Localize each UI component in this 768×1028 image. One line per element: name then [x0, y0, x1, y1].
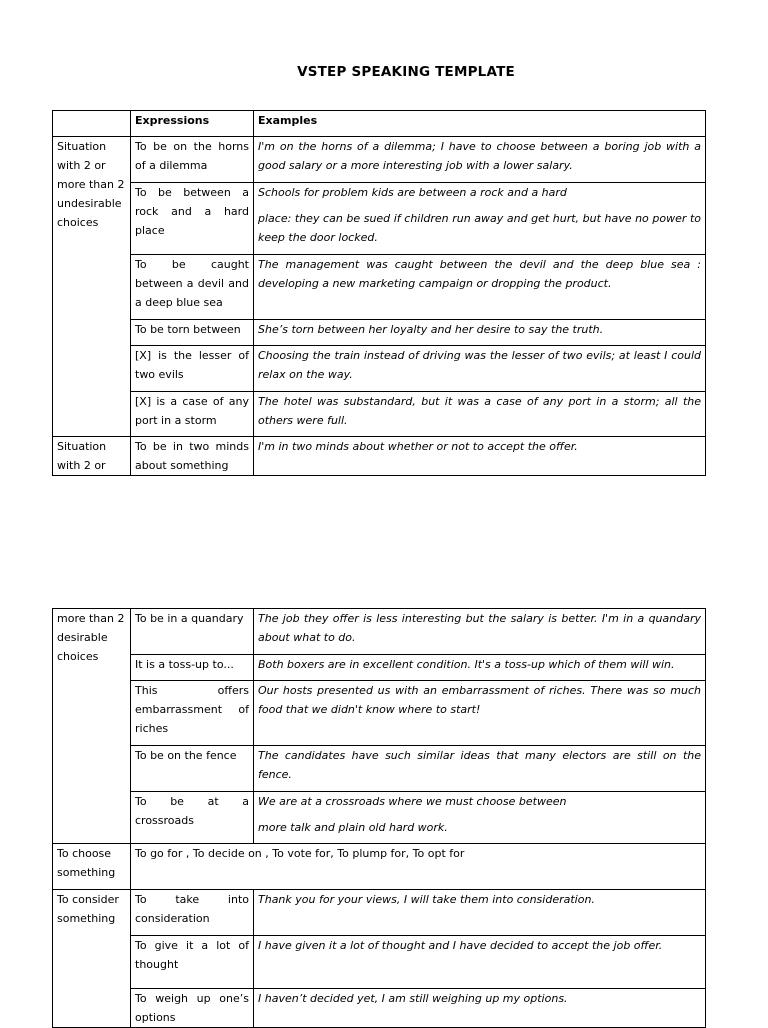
situation-cell: Situation with 2 or more than 2 undesirable choices [53, 137, 131, 437]
header-situation [53, 111, 131, 137]
table-row [53, 255, 706, 320]
table-row [53, 681, 706, 746]
example-cell: She’s torn between her loyalty and her desire to say the truth. [254, 320, 706, 346]
example-cell: The management was caught between the devil and the deep blue sea : developing a new marketing campaign or dropping the product. [254, 255, 706, 320]
header-expressions: Expressions [131, 111, 254, 137]
example-cell: The hotel was substandard, but it was a case of any port in a storm; all the others were full. [254, 392, 706, 437]
example-cell: I'm in two minds about whether or not to accept the offer. [254, 437, 706, 476]
merged-expressions-cell: To go for , To decide on , To vote for, To plump for, To opt for [131, 844, 706, 890]
page-title: VSTEP SPEAKING TEMPLATE [297, 64, 515, 80]
expression-cell: It is a toss-up to... [131, 655, 254, 681]
table-row [53, 137, 706, 183]
example-cell: I'm on the horns of a dilemma; I have to choose between a boring job with a good salary or a more interesting job with a lower salary. [254, 137, 706, 183]
expression-cell: To be caught between a devil and a deep blue sea [131, 255, 254, 320]
expression-cell: To take into consideration [131, 890, 254, 936]
expression-cell: To be torn between [131, 320, 254, 346]
expression-cell: To be in two minds about something [131, 437, 254, 476]
example-cell: Thank you for your views, I will take them into consideration. [254, 890, 706, 936]
example-cell: The candidates have such similar ideas that many electors are still on the fence. [254, 746, 706, 792]
example-cell: I have given it a lot of thought and I have decided to accept the job offer. [254, 936, 706, 989]
expression-cell: [X] is the lesser of two evils [131, 346, 254, 392]
situation-cell: more than 2 desirable choices [53, 609, 131, 844]
situation-cell: Situation with 2 or [53, 437, 131, 476]
expression-cell: To give it a lot of thought [131, 936, 254, 989]
table-row [53, 936, 706, 989]
example-cell: Both boxers are in excellent condition. It's a toss-up which of them will win. [254, 655, 706, 681]
example-line: more talk and plain old hard work. [258, 821, 448, 834]
table-row [53, 609, 706, 655]
expression-cell: To weigh up one’s options [131, 989, 254, 1028]
table-row [53, 320, 706, 346]
table-row [53, 392, 706, 437]
table-row [53, 183, 706, 255]
example-cell: The job they offer is less interesting but the salary is better. I'm in a quandary about what to do. [254, 609, 706, 655]
expressions-table-part-1 [52, 110, 706, 476]
example-cell [254, 183, 706, 255]
expression-cell: To be on the fence [131, 746, 254, 792]
example-line: We are at a crossroads where we must choose between [258, 795, 567, 808]
expressions-table-part-2 [52, 608, 706, 1028]
situation-cell: To choose something [53, 844, 131, 890]
table-row [53, 989, 706, 1028]
example-line: Schools for problem kids are between a rock and a hard [258, 186, 567, 199]
expression-cell: [X] is a case of any port in a storm [131, 392, 254, 437]
expression-cell: To be in a quandary [131, 609, 254, 655]
header-examples: Examples [254, 111, 706, 137]
table-row [53, 655, 706, 681]
table-row [53, 890, 706, 936]
expression-cell: To be on the horns of a dilemma [131, 137, 254, 183]
table-row [53, 792, 706, 844]
expression-cell: To be at a crossroads [131, 792, 254, 844]
example-cell [254, 792, 706, 844]
example-cell: Our hosts presented us with an embarrassment of riches. There was so much food that we didn't know where to start! [254, 681, 706, 746]
example-cell: Choosing the train instead of driving was the lesser of two evils; at least I could relax on the way. [254, 346, 706, 392]
expression-cell: To be between a rock and a hard place [131, 183, 254, 255]
table-row [53, 844, 706, 890]
table-row [53, 746, 706, 792]
example-line: place: they can be sued if children run away and get hurt, but have no power to keep the door locked. [258, 212, 701, 244]
situation-cell: To consider something [53, 890, 131, 1028]
example-cell: I haven’t decided yet, I am still weighing up my options. [254, 989, 706, 1028]
table-row [53, 346, 706, 392]
table-header-row [53, 111, 706, 137]
table-row [53, 437, 706, 476]
expression-cell: This offers embarrassment of riches [131, 681, 254, 746]
